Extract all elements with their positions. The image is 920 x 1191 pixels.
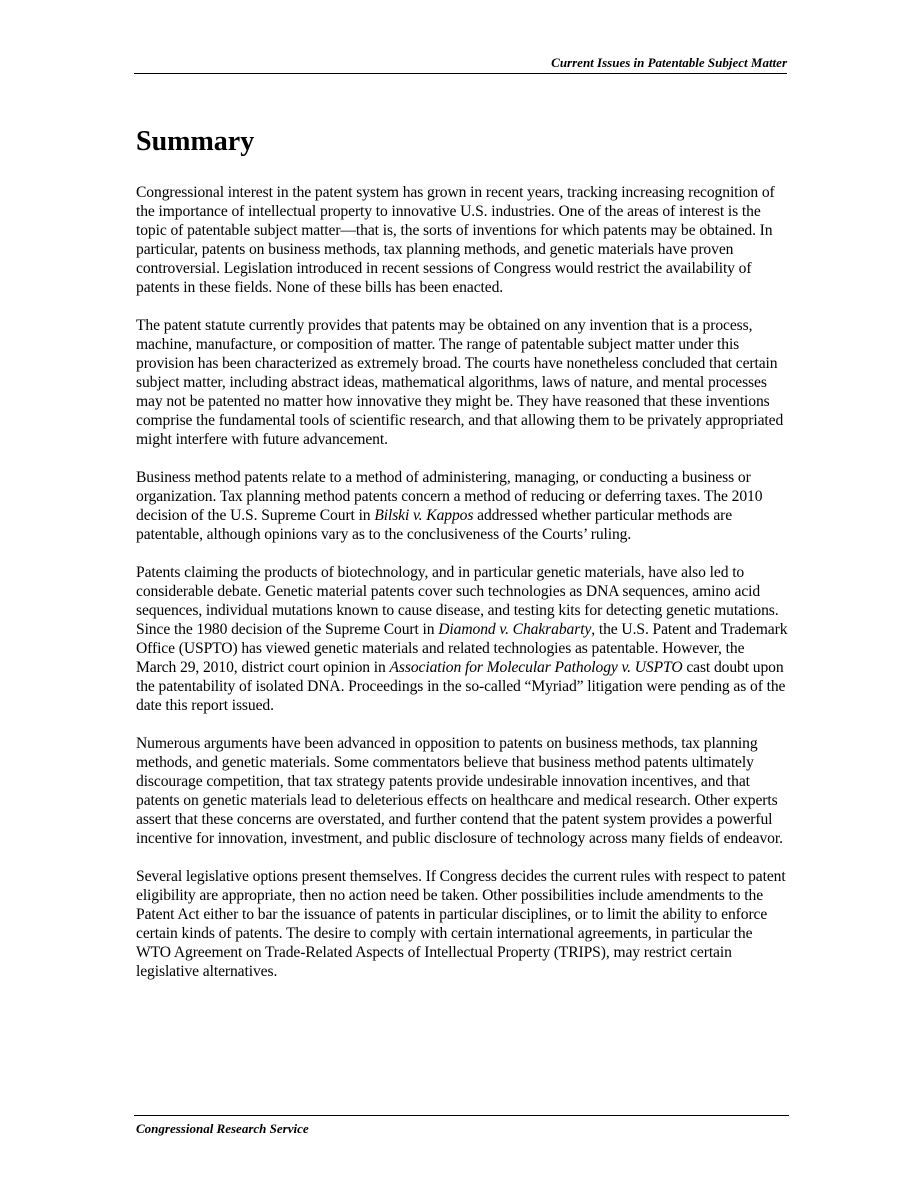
case-citation-bilski: Bilski v. Kappos <box>374 507 474 524</box>
summary-paragraph-4 <box>136 563 788 715</box>
summary-section <box>136 124 788 1000</box>
page-footer: Congressional Research Service <box>134 1115 789 1136</box>
paragraph-text: Patents claiming the products of biotechnology, and in particular genetic materials, have also led to considerable debate. Genetic material patents cover such technologies as DNA sequences, amino acid sequences, individual mutations known to cause disease, and testing kits for detecting genetic mutations. Since the 1980 decision of the Supreme Court in <box>136 564 779 638</box>
paragraph-text: , the U.S. Patent and Trademark Office (USPTO) has viewed genetic materials and related technologies as patentable. However, the March 29, 2010, district court opinion in <box>136 621 788 676</box>
paragraph-text: Business method patents relate to a method of administering, managing, or conducting a business or organization. Tax planning method patents concern a method of reducing or deferring taxes. The 2010 decision of the U.S. Supreme Court in <box>136 469 763 524</box>
paragraph-text: addressed whether particular methods are patentable, although opinions vary as to the conclusiveness of the Courts’ ruling. <box>136 507 733 543</box>
paragraph-text: cast doubt upon the patentability of isolated DNA. Proceedings in the so-called “Myriad” litigation were pending as of the date this report issued. <box>136 659 786 714</box>
summary-paragraph-2: The patent statute currently provides that patents may be obtained on any invention that is a process, machine, manufacture, or composition of matter. The range of patentable subject matter under this provision has been characterized as extremely broad. The courts have nonetheless concluded that certain subject matter, including abstract ideas, mathematical algorithms, laws of nature, and mental processes may not be patented no matter how innovative they might be. They have reasoned that these inventions comprise the fundamental tools of scientific research, and that allowing them to be privately appropriated might interfere with future advancement. <box>136 317 784 448</box>
summary-paragraph-5: Numerous arguments have been advanced in opposition to patents on business methods, tax planning methods, and genetic materials. Some commentators believe that business method patents ultimately discourage competition, that tax strategy patents provide undesirable innovation incentives, and that patents on genetic materials lead to deleterious effects on healthcare and medical research. Other experts assert that these concerns are overstated, and further contend that the patent system provides a powerful incentive for innovation, investment, and public disclosure of technology across many fields of endeavor. <box>136 735 783 847</box>
case-citation-chakrabarty: Diamond v. Chakrabarty <box>438 621 592 638</box>
summary-paragraph-3 <box>136 468 788 544</box>
summary-paragraph-6: Several legislative options present themselves. If Congress decides the current rules with respect to patent eligibility are appropriate, then no action need be taken. Other possibilities include amendments to the Patent Act either to bar the issuance of patents in particular disciplines, or to limit the ability to enforce certain kinds of patents. The desire to comply with certain international agreements, in particular the WTO Agreement on Trade-Related Aspects of Intellectual Property (TRIPS), may restrict certain legislative alternatives. <box>136 868 786 980</box>
page-title: Summary <box>136 126 255 157</box>
summary-paragraph-1: Congressional interest in the patent system has grown in recent years, tracking increasing recognition of the importance of intellectual property to innovative U.S. industries. One of the areas of interest is the topic of patentable subject matter—that is, the sorts of inventions for which patents may be obtained. In particular, patents on business methods, tax planning methods, and genetic materials have proven controversial. Legislation introduced in recent sessions of Congress would restrict the availability of patents in these fields. None of these bills has been enacted. <box>136 184 775 296</box>
running-header: Current Issues in Patentable Subject Matter <box>134 56 787 74</box>
case-citation-myriad: Association for Molecular Pathology v. USPTO <box>389 659 683 676</box>
